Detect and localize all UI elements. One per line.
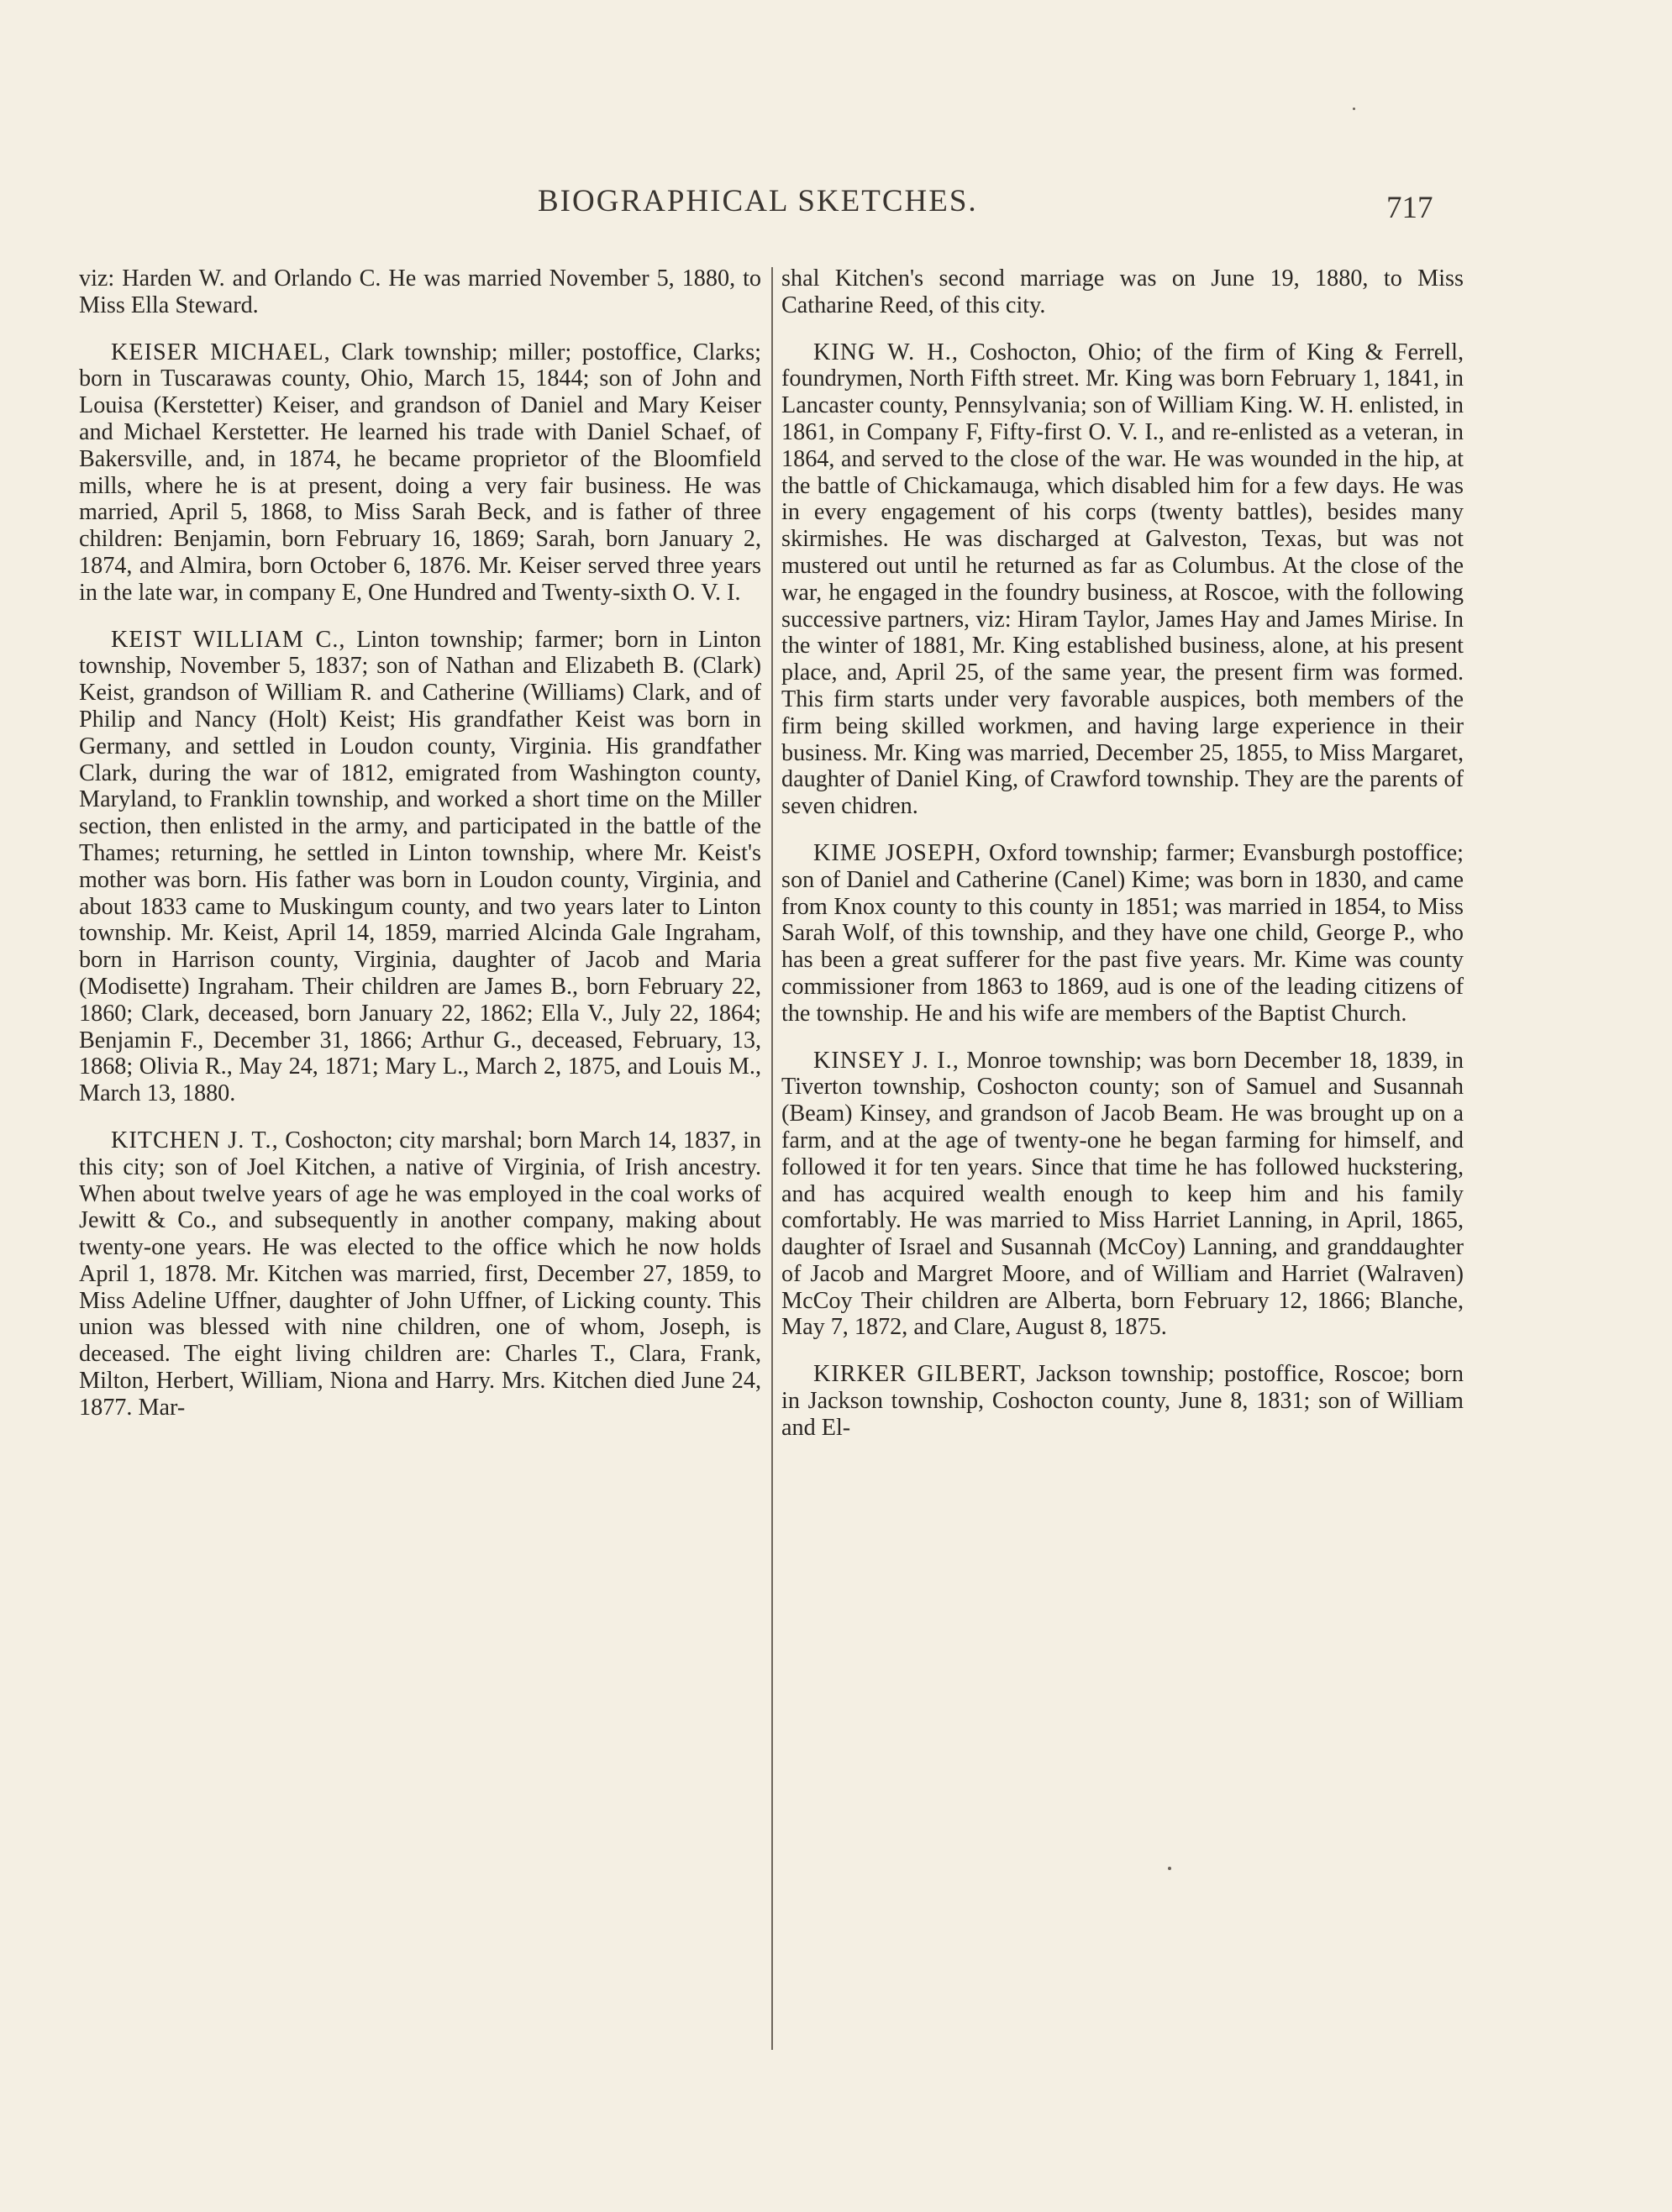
entry-name: KEIST WILLIAM C.,	[111, 626, 346, 653]
right-column	[781, 265, 1464, 1462]
biography-entry	[79, 265, 761, 319]
entry-name: KIRKER GILBERT,	[813, 1361, 1027, 1388]
print-speck	[1168, 1867, 1171, 1870]
biography-entry	[79, 339, 761, 607]
page-number: 717	[1386, 191, 1433, 225]
biography-entry	[79, 1127, 761, 1421]
biography-entry	[781, 1048, 1464, 1342]
biography-entry	[781, 339, 1464, 820]
left-column	[79, 265, 761, 1442]
entry-name: KITCHEN J. T.,	[111, 1127, 279, 1153]
biography-entry	[781, 1361, 1464, 1441]
entry-text: shal Kitchen's second marriage was on June 19, 1880, to Miss Catharine Reed, of this city.	[781, 265, 1464, 318]
entry-name: KING W. H.,	[813, 339, 959, 365]
biography-entry	[781, 265, 1464, 319]
entry-text: Linton township; farmer; born in Linton township, November 5, 1837; son of Nathan and Elizabeth B. (Clark) Keist, grandson of William R. and Catherine (Williams) Clark, and of Philip and Nancy (Holt) Keist; His grandfather Keist was born in Germany, and settled in Loudon county, Virginia. His grandfather Clark, during the war of 1812, emigrated from Washington county, Maryland, to Franklin township, and worked a short time on the Miller section, then enlisted in the army, and participated in the battle of the Thames; returning, he settled in Linton township, where Mr. Keist's mother was born. His father was born in Loudon county, Virginia, and about 1833 came to Muskingum county, and two years later to Linton township. Mr. Keist, April 14, 1859, married Alcinda Gale Ingraham, born in Harrison county, Virginia, daughter of Jacob and Maria (Modisette) Ingraham. Their children are James B., born February 22, 1860; Clark, deceased, born January 22, 1862; Ella V., July 22, 1864; Benjamin F., December 31, 1866; Arthur G., deceased, February, 13, 1868; Olivia R., May 24, 1871; Mary L., March 2, 1875, and Louis M., March 13, 1880.	[79, 626, 761, 1107]
entry-text: Monroe township; was born December 18, 1839, in Tiverton township, Coshocton county; son of Samuel and Susannah (Beam) Kinsey, and grandson of Jacob Beam. He was brought up on a farm, and at the age of twenty-one he began farming for himself, and followed it for ten years. Since that time he has followed huckstering, and has acquired wealth enough to keep him and his family comfortably. He was married to Miss Harriet Lanning, in April, 1865, daughter of Israel and Susannah (McCoy) Lanning, and granddaughter of Jacob and Margret Moore, and of William and Harriet (Walraven) McCoy Their children are Alberta, born February 12, 1866; Blanche, May 7, 1872, and Clare, August 8, 1875.	[781, 1047, 1464, 1341]
column-divider	[771, 267, 773, 2050]
entry-text: Jackson township; postoffice, Roscoe; born in Jackson township, Coshocton county, June 8, 1831; son of William and El-	[781, 1361, 1464, 1441]
biography-entry	[781, 840, 1464, 1027]
entry-name: KEISER MICHAEL,	[111, 339, 331, 365]
entry-text: Oxford township; farmer; Evansburgh postoffice; son of Daniel and Catherine (Canel) Kime; was born in 1830, and came from Knox county to this county in 1851; was married in 1854, to Miss Sarah Wolf, of this township, and they have one child, George P., who has been a great sufferer for the past five years. Mr. Kime was county commissioner from 1863 to 1869, aud is one of the leading citizens of the township. He and his wife are members of the Baptist Church.	[781, 839, 1464, 1027]
running-head-title: BIOGRAPHICAL SKETCHES.	[538, 184, 978, 218]
print-speck	[1353, 108, 1355, 110]
entry-name: KIME JOSEPH,	[813, 839, 982, 866]
entry-text: Coshocton, Ohio; of the firm of King & Ferrell, foundrymen, North Fifth street. Mr. King was born February 1, 1841, in Lancaster county, Pennsylvania; son of William King. W. H. enlisted, in 1861, in Company F, Fifty-first O. V. I., and re-enlisted as a veteran, in 1864, and served to the close of the war. He was wounded in the hip, at the battle of Chickamauga, which disabled him for a few days. He was in every engagement of his corps (twenty battles), besides many skirmishes. He was discharged at Galveston, Texas, but was not mustered out until he returned as far as Columbus. At the close of the war, he engaged in the foundry business, at Roscoe, with the following successive partners, viz: Hiram Taylor, James Hay and James Mirise. In the winter of 1881, Mr. King established business, alone, at his present place, and, April 25, of the same year, the present firm was formed. This firm starts under very favorable auspices, both members of the firm being skilled workmen, and having large experience in their business. Mr. King was married, December 25, 1855, to Miss Margaret, daughter of Daniel King, of Crawford township. They are the parents of seven chidren.	[781, 339, 1464, 820]
entry-text: viz: Harden W. and Orlando C. He was married November 5, 1880, to Miss Ella Steward.	[79, 265, 761, 318]
biography-entry	[79, 627, 761, 1107]
entry-text: Clark township; miller; postoffice, Clarks; born in Tuscarawas county, Ohio, March 15, 1844; son of John and Louisa (Kerstetter) Keiser, and grandson of Daniel and Mary Keiser and Michael Kerstetter. He learned his trade with Daniel Schaef, of Bakersville, and, in 1874, he became proprietor of the Bloomfield mills, where he is at present, doing a very fair business. He was married, April 5, 1868, to Miss Sarah Beck, and is father of three children: Benjamin, born February 16, 1869; Sarah, born January 2, 1874, and Almira, born October 6, 1876. Mr. Keiser served three years in the late war, in company E, One Hundred and Twenty-sixth O. V. I.	[79, 339, 762, 606]
entry-text: Coshocton; city marshal; born March 14, 1837, in this city; son of Joel Kitchen, a native of Virginia, of Irish ancestry. When about twelve years of age he was employed in the coal works of Jewitt & Co., and subsequently in another company, making about twenty-one years. He was elected to the office which he now holds April 1, 1878. Mr. Kitchen was married, first, December 27, 1859, to Miss Adeline Uffner, daughter of John Uffner, of Licking county. This union was blessed with nine children, one of whom, Joseph, is deceased. The eight living children are: Charles T., Clara, Frank, Milton, Herbert, William, Niona and Harry. Mrs. Kitchen died June 24, 1877. Mar-	[79, 1127, 761, 1421]
entry-name: KINSEY J. I.,	[813, 1047, 960, 1074]
